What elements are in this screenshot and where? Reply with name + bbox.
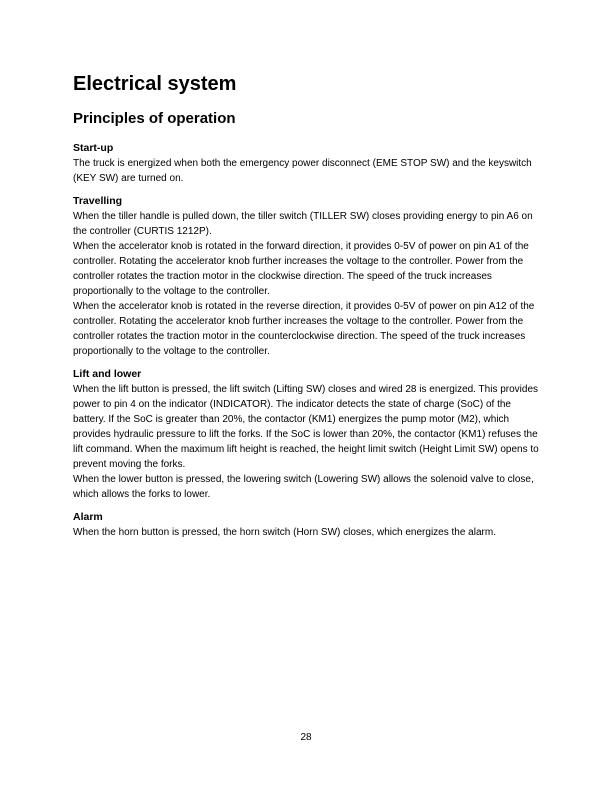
section-paragraph: When the lower button is pressed, the lowering switch (Lowering SW) allows the solenoid valve to close, which allows the forks to lower. [73,474,534,500]
section-heading: Start-up [73,142,114,154]
page-title: Electrical system [73,73,237,95]
section-heading: Travelling [73,195,123,207]
section-paragraph: When the tiller handle is pulled down, the tiller switch (TILLER SW) closes providing energy to pin A6 on the controller (CURTIS 1212P). [73,211,533,237]
section-paragraph: The truck is energized when both the emergency power disconnect (EME STOP SW) and the keyswitch (KEY SW) are turned on. [73,158,532,184]
section-alarm [73,510,543,540]
section-heading: Alarm [73,511,103,523]
section-paragraph: When the accelerator knob is rotated in the reverse direction, it provides 0-5V of power on pin A12 of the controller. Rotating the accelerator knob further increases the voltage to the controller. Power from the controller rotates the traction motor in the counterclockwise direction. The speed of the truck increases proportionally to the voltage to the controller. [73,301,535,357]
section-lift-and-lower [73,367,543,502]
section-paragraph: When the accelerator knob is rotated in the forward direction, it provides 0-5V of power on pin A1 of the controller. Rotating the accelerator knob further increases the voltage to the controller. Power from the controller rotates the traction motor in the clockwise direction. The speed of the truck increases proportionally to the voltage to the controller. [73,241,529,297]
section-heading: Lift and lower [73,368,142,380]
section-travelling [73,194,543,359]
page-subtitle: Principles of operation [73,110,236,127]
section-paragraph: When the horn button is pressed, the horn switch (Horn SW) closes, which energizes the alarm. [73,527,496,538]
page-number: 28 [300,732,312,743]
section-paragraph: When the lift button is pressed, the lift switch (Lifting SW) closes and wired 28 is energized. This provides power to pin 4 on the indicator (INDICATOR). The indicator detects the state of charge (SoC) of the battery. If the SoC is greater than 20%, the contactor (KM1) energizes the pump motor (M2), which provides hydraulic pressure to lift the forks. If the SoC is lower than 20%, the contactor (KM1) refuses the lift command. When the maximum lift height is reached, the height limit switch (Height Limit SW) opens to prevent moving the forks. [73,384,539,470]
page-content [73,71,543,548]
section-start-up [73,141,543,186]
